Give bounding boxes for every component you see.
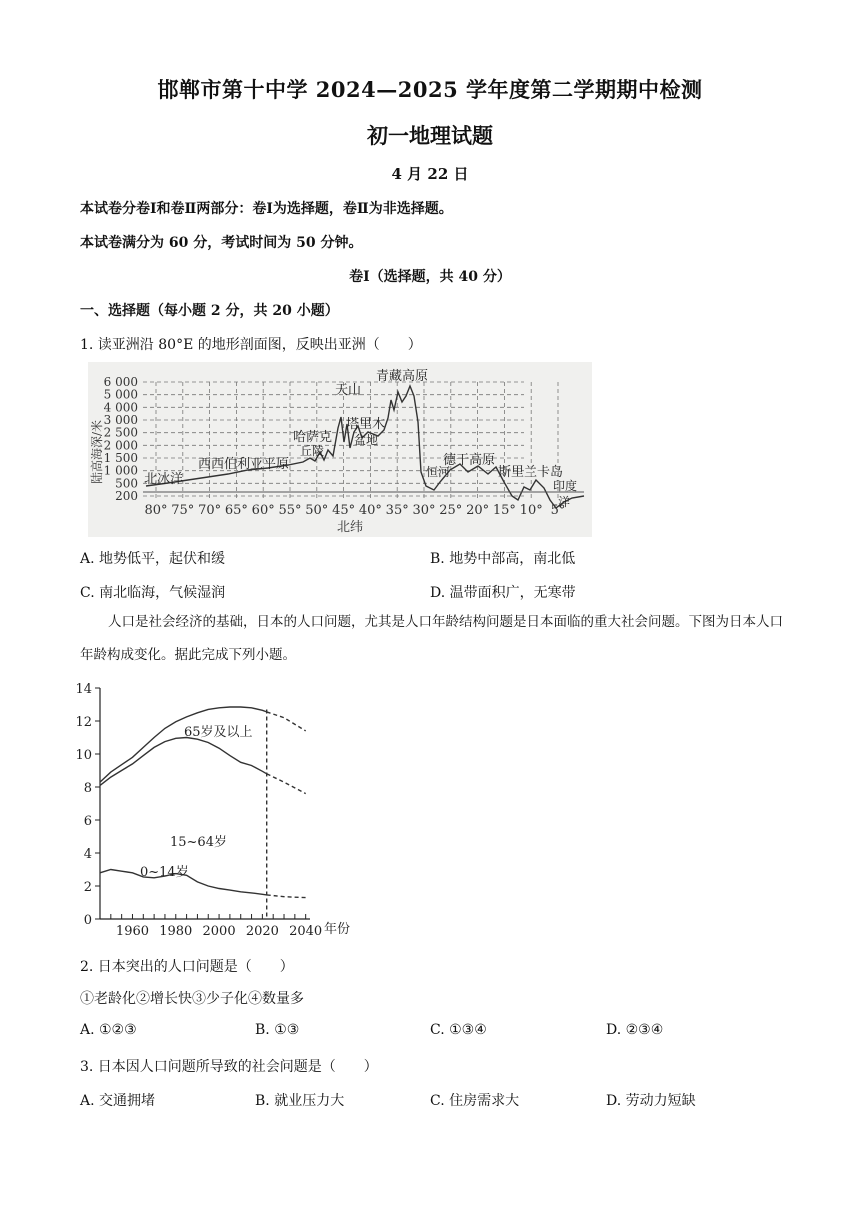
section-title: 卷Ⅰ（选择题，共 40 分） [349, 269, 511, 285]
q2-option-d[interactable]: D. ②③④ [606, 1022, 664, 1038]
population-chart [70, 676, 370, 946]
q1-stem: 1. 读亚洲沿 80°E 的地形剖面图，反映出亚洲（ ） [80, 337, 422, 353]
pop-series-line-1 [100, 738, 267, 786]
exam-subtitle: 初一地理试题 [367, 123, 493, 148]
pop-xtick-label: 2020 [245, 924, 279, 939]
part-title: 一、选择题（每小题 2 分，共 20 小题） [80, 303, 339, 319]
pop-ytick-label: 8 [83, 781, 92, 796]
label-tianshan: 天山 [335, 383, 362, 398]
pop-series-line-2 [100, 707, 267, 782]
profile-xtick-label: 65° [224, 503, 248, 518]
instruction-line-2: 本试卷满分为 60 分，考试时间为 50 分钟。 [80, 235, 363, 251]
profile-ytick-label: 3 000 [103, 413, 138, 427]
pop-ytick-label: 4 [83, 847, 92, 862]
q3-option-d[interactable]: D. 劳动力短缺 [606, 1093, 696, 1109]
pop-series-label-elderly: 65岁及以上 [184, 725, 253, 740]
q3-option-c[interactable]: C. 住房需求大 [430, 1093, 520, 1109]
q1-option-b[interactable]: B. 地势中部高，南北低 [430, 551, 576, 567]
q2-option-c[interactable]: C. ①③④ [430, 1022, 487, 1038]
profile-xtick-label: 15° [492, 503, 516, 518]
profile-ytick-label: 200 [115, 489, 138, 503]
profile-xtick-label: 25° [439, 503, 463, 518]
profile-xtick-label: 60° [251, 503, 275, 518]
profile-ytick-label: 2 500 [103, 425, 138, 440]
profile-xlabel: 北纬 [336, 520, 364, 535]
q3-option-a[interactable]: A. 交通拥堵 [80, 1093, 156, 1109]
pop-xtick-label: 1980 [159, 924, 193, 939]
pop-xtick-label: 2000 [202, 924, 236, 939]
terrain-profile-figure [88, 362, 592, 537]
pop-series-projection-1 [267, 774, 306, 794]
profile-xtick-label: 45° [332, 503, 356, 518]
q2-option-b[interactable]: B. ①③ [255, 1022, 300, 1038]
pop-xlabel: 年份 [324, 922, 351, 937]
q3-stem: 3. 日本因人口问题所导致的社会问题是（ ） [80, 1059, 378, 1075]
profile-ytick-label: 6 000 [103, 375, 138, 389]
profile-xtick-label: 55° [278, 503, 302, 518]
q1-option-c[interactable]: C. 南北临海，气候湿润 [80, 585, 226, 601]
profile-ylabel: 陆高海深/米 [90, 419, 104, 485]
label-arctic: 北冰洋 [144, 472, 184, 487]
profile-xtick-label: 40° [358, 503, 382, 518]
profile-xtick-label: 80° [144, 503, 168, 518]
pop-series-label-children: 0~14岁 [140, 865, 189, 880]
pop-ytick-label: 2 [83, 880, 92, 895]
q1-option-d[interactable]: D. 温带面积广，无寒带 [430, 585, 576, 601]
profile-xtick-label: 35° [385, 503, 409, 518]
profile-ytick-label: 500 [115, 476, 138, 491]
label-kazakh-2: 丘陵 [300, 444, 325, 458]
pop-series-projection-2 [267, 712, 306, 731]
profile-ytick-label: 4 000 [103, 400, 138, 415]
profile-xtick-label: 70° [198, 503, 222, 518]
label-srilanka: 斯里兰卡岛 [498, 465, 564, 480]
exam-title: 邯郸市第十中学 2024—2025 学年度第二学期期中检测 [157, 77, 703, 102]
label-deccan: 德干高原 [443, 453, 496, 468]
q2-option-a[interactable]: A. ①②③ [80, 1022, 137, 1038]
label-kazakh: 哈萨克 [293, 430, 333, 445]
pop-ytick-label: 0 [83, 913, 92, 928]
pop-ytick-label: 6 [83, 814, 92, 829]
label-indian-ocean: 印度 [553, 479, 578, 493]
passage-text: 人口是社会经济的基础，日本的人口问题，尤其是人口年龄结构问题是日本面临的重大社会问题。下图为日本人口年龄构成变化。据此完成下列小题。 [80, 614, 783, 663]
label-tibet: 青藏高原 [376, 369, 429, 384]
profile-ytick-label: 5 000 [103, 387, 138, 402]
label-west-siberia: 西西伯利亚平原 [198, 457, 290, 472]
profile-xtick-label: 30° [412, 503, 436, 518]
profile-xtick-label: 50° [305, 503, 329, 518]
pop-series-projection-0 [267, 895, 306, 898]
label-ganga: 恒河 [426, 465, 451, 479]
q2-items: ①老龄化②增长快③少子化④数量多 [80, 991, 304, 1007]
q2-stem: 2. 日本突出的人口问题是（ ） [80, 959, 294, 975]
q3-option-b[interactable]: B. 就业压力大 [255, 1093, 345, 1109]
profile-xtick-label: 20° [466, 503, 490, 518]
label-tarim: 塔里木 [346, 417, 386, 432]
label-tarim-2: 盆地 [354, 433, 379, 447]
pop-ytick-label: 10 [75, 748, 92, 763]
label-indian-ocean-2: 洋 [558, 495, 571, 509]
pop-ytick-label: 12 [75, 715, 92, 730]
pop-xtick-label: 1960 [115, 924, 150, 939]
exam-date: 4 月 22 日 [391, 165, 469, 183]
profile-xtick-label: 75° [171, 503, 195, 518]
profile-ytick-label: 1 500 [103, 451, 138, 465]
pop-xtick-label: 2040 [289, 924, 323, 939]
instruction-line-1: 本试卷分卷Ⅰ和卷Ⅱ两部分：卷Ⅰ为选择题，卷Ⅱ为非选择题。 [80, 201, 453, 217]
pop-series-label-working: 15~64岁 [170, 835, 227, 850]
profile-xtick-label: 5° [550, 503, 566, 518]
q1-option-a[interactable]: A. 地势低平，起伏和缓 [80, 551, 226, 567]
profile-xtick-label: 10° [519, 503, 543, 518]
profile-ytick-label: 1 000 [103, 463, 138, 478]
profile-ytick-label: 2 000 [103, 438, 138, 453]
pop-ytick-label: 14 [75, 682, 92, 697]
